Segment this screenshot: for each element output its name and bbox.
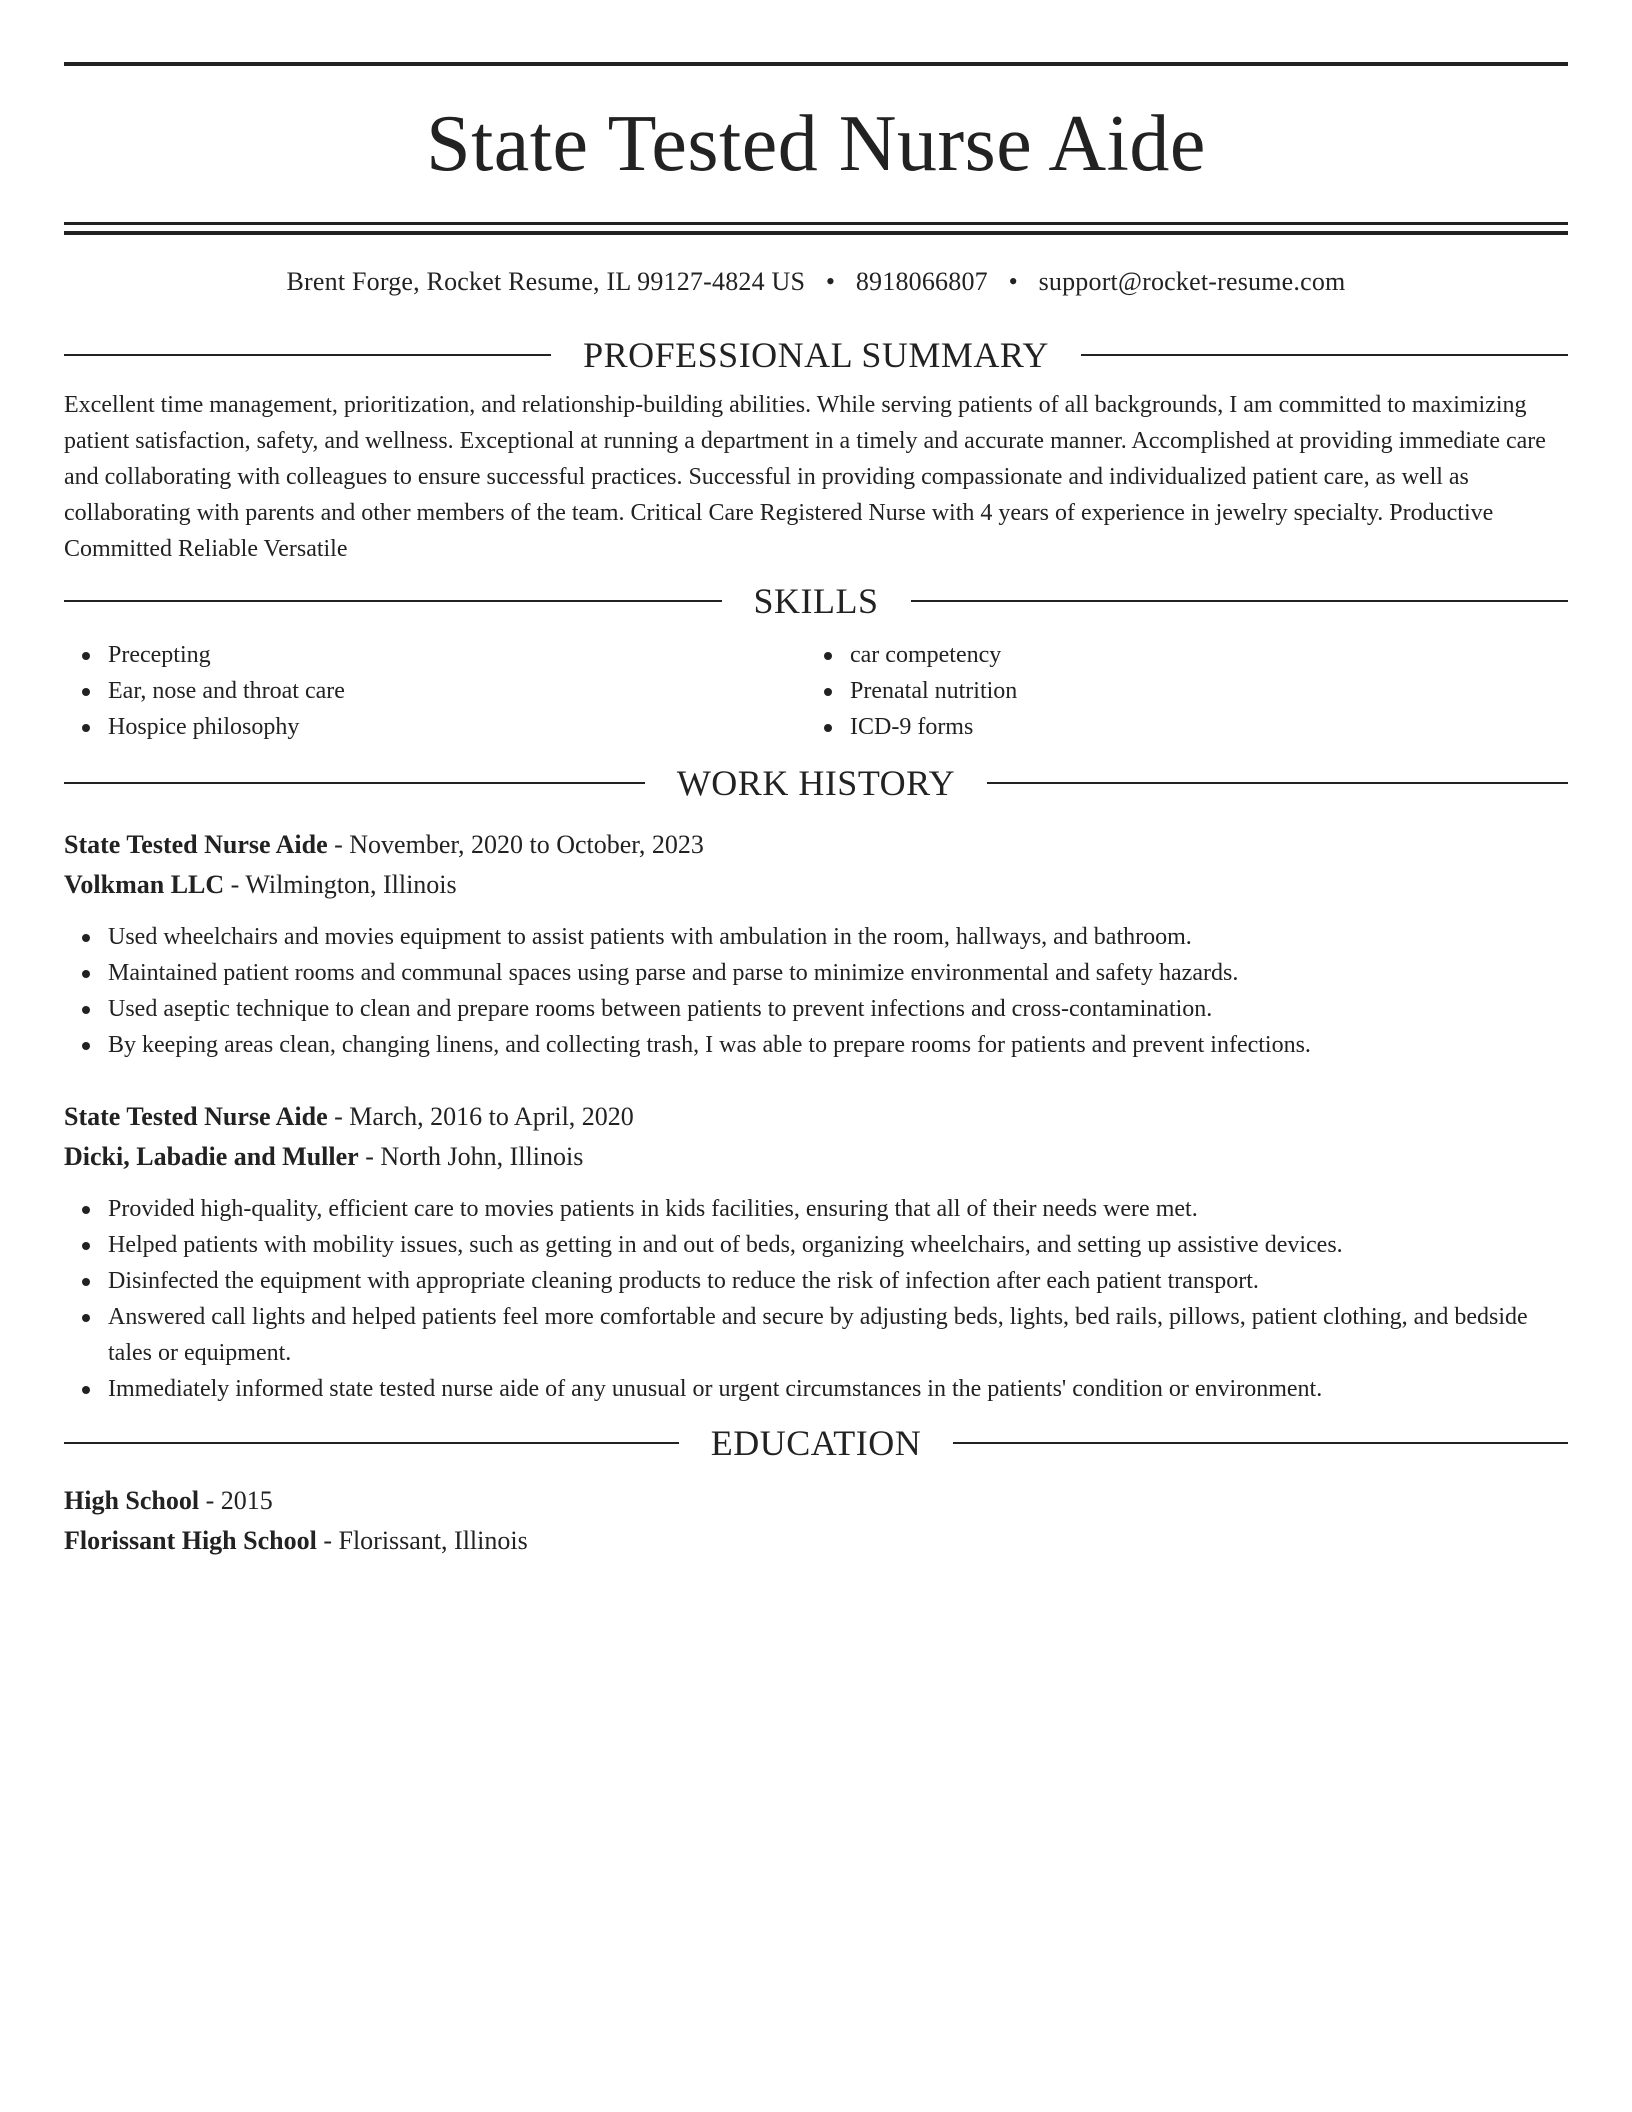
job-entry [64,825,1568,1063]
heading-rule [64,782,645,784]
contact-separator: • [825,267,836,296]
skill-item: ICD-9 forms [850,709,1548,745]
heading-rule [64,600,722,602]
skills-heading [64,579,1568,623]
job-company: Dicki, Labadie and Muller [64,1142,359,1171]
skill-item: Hospice philosophy [108,709,806,745]
education-school: Florissant High School [64,1526,317,1555]
job-title-line [64,1097,1568,1137]
job-title-line [64,825,1568,865]
title-double-rule [64,222,1568,235]
skill-item: Prenatal nutrition [850,673,1548,709]
contact-phone: 8918066807 [855,267,988,296]
job-title: State Tested Nurse Aide [64,830,328,859]
job-duty-item: Maintained patient rooms and communal spaces using parse and parse to minimize environmental and safety hazards. [108,955,1568,991]
job-duty-item: Answered call lights and helped patients feel more comfortable and secure by adjusting beds, lights, bed rails, pillows, patient clothing, and bedside tales or equipment. [108,1299,1568,1371]
education-degree-line [64,1481,1568,1521]
job-dates: - March, 2016 to April, 2020 [327,1102,634,1131]
job-company-line [64,865,1568,905]
skills-column-right [806,637,1548,745]
contact-line [64,265,1568,299]
skills-column-left [64,637,806,745]
job-duty-item: Provided high-quality, efficient care to movies patients in kids facilities, ensuring that all of their needs were met. [108,1191,1568,1227]
job-company-line [64,1137,1568,1177]
heading-rule [953,1442,1568,1444]
summary-heading-label: PROFESSIONAL SUMMARY [583,335,1049,375]
skill-item: car competency [850,637,1548,673]
job-company: Volkman LLC [64,870,225,899]
heading-rule [911,600,1569,602]
heading-rule [987,782,1568,784]
heading-rule [64,1442,679,1444]
job-location: - North John, Illinois [358,1142,584,1171]
top-rule [64,62,1568,66]
education-heading [64,1421,1568,1465]
education-school-line [64,1521,1568,1561]
job-entry [64,1097,1568,1407]
work-heading [64,761,1568,805]
education-degree: High School [64,1486,200,1515]
skill-item: Ear, nose and throat care [108,673,806,709]
skill-item: Precepting [108,637,806,673]
job-title: State Tested Nurse Aide [64,1102,328,1131]
job-duty-item: By keeping areas clean, changing linens, and collecting trash, I was able to prepare rooms for patients and prevent infections. [108,1027,1568,1063]
job-duties [64,1191,1568,1407]
contact-email: support@rocket-resume.com [1038,267,1346,296]
education-year: - 2015 [199,1486,273,1515]
contact-address: Brent Forge, Rocket Resume, IL 99127-4824 US [286,267,806,296]
job-duties [64,919,1568,1063]
contact-separator: • [1008,267,1018,296]
job-duty-item: Immediately informed state tested nurse aide of any unusual or urgent circumstances in the patients' condition or environment. [108,1371,1568,1407]
summary-heading [64,333,1568,377]
education-location: - Florissant, Illinois [316,1526,528,1555]
work-heading-label: WORK HISTORY [676,763,956,803]
heading-rule [1081,354,1568,356]
summary-text: Excellent time management, prioritization, and relationship-building abilities. While serving patients of all backgrounds, I am committed to maximizing patient satisfaction, safety, and wellness. Exceptional at running a department in a timely and accurate manner. Accomplished at providing immediate care and collaborating with colleagues to ensure successful practices. Successful in providing compassionate and individualized patient care, as well as collaborating with parents and other members of the team. Critical Care Registered Nurse with 4 years of experience in jewelry specialty. Productive Committed Reliable Versatile [64,392,1546,562]
job-duty-item: Helped patients with mobility issues, such as getting in and out of beds, organizing wheelchairs, and setting up assistive devices. [108,1227,1568,1263]
heading-rule [64,354,551,356]
resume-page [64,0,1568,1561]
skills-list [64,637,1568,745]
education-heading-label: EDUCATION [710,1423,922,1463]
job-duty-item: Disinfected the equipment with appropriate cleaning products to reduce the risk of infection after each patient transport. [108,1263,1568,1299]
job-location: - Wilmington, Illinois [224,870,457,899]
resume-title: State Tested Nurse Aide [426,100,1206,188]
job-dates: - November, 2020 to October, 2023 [327,830,704,859]
job-duty-item: Used wheelchairs and movies equipment to assist patients with ambulation in the room, hallways, and bathroom. [108,919,1568,955]
skills-heading-label: SKILLS [753,581,879,621]
education-entry [64,1481,1568,1561]
job-duty-item: Used aseptic technique to clean and prepare rooms between patients to prevent infections and cross-contamination. [108,991,1568,1027]
